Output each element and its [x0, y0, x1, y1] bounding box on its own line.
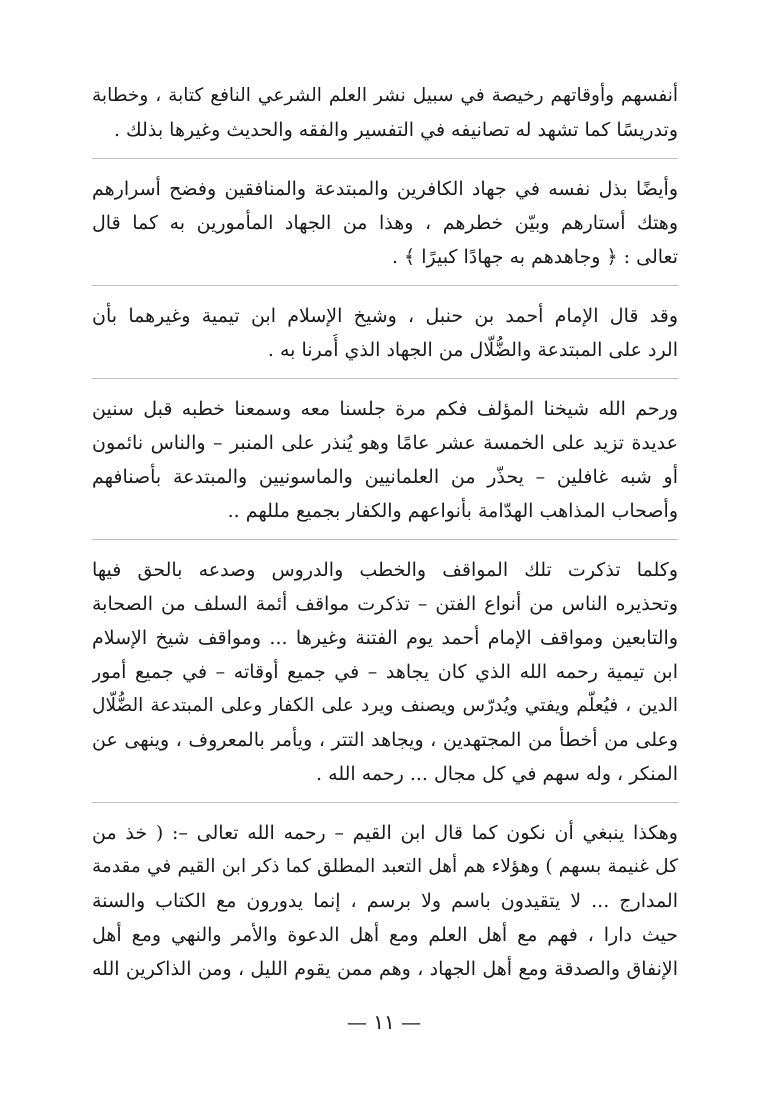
text-line: وهكذا ينبغي أن نكون كما قال ابن القيم – رحمه الله تعالى –: ( خذ من — [92, 822, 678, 844]
text-line: المنكر ، وله سهم في كل مجال ... رحمه الله . — [316, 763, 678, 785]
text-line: وأيضًا بذل نفسه في جهاد الكافرين والمبتدعة والمنافقين وفضح أسرارهم — [92, 178, 678, 200]
paragraph-divider — [92, 158, 678, 159]
paragraph-divider — [92, 378, 678, 379]
text-line: الإنفاق والصدقة ومع أهل الجهاد ، وهم ممن يقوم الليل ، ومن الذاكرين الله — [92, 958, 678, 980]
text-line: وكلما تذكرت تلك المواقف والخطب والدروس وصدعه بالحق فيها — [92, 559, 678, 581]
paragraph-divider — [92, 539, 678, 540]
text-line: عديدة تزيد على الخمسة عشر عامًا وهو يُنذر على المنبر – والناس نائمون — [92, 432, 678, 454]
text-line: وتحذيره الناس من أنواع الفتن – تذكرت مواقف أئمة السلف من الصحابة — [92, 593, 678, 615]
text-line: وتدريسًا كما تشهد له تصانيفه في التفسير والفقه والحديث وغيرها بذلك . — [113, 119, 678, 141]
text-line: الدين ، فيُعلّم ويفتي ويُدرّس ويصنف ويرد على الكفار وعلى المبتدعة الضُّلّال — [92, 695, 678, 716]
page-number: — ١١ — — [346, 1010, 422, 1034]
paragraph-4 — [92, 393, 678, 529]
text-line: تعالى : ﴿ وجاهدهم به جهادًا كبيرًا ﴾ . — [391, 246, 678, 268]
text-line: المدارج ... لا يتقيدون باسم ولا برسم ، إنما يدورون مع الكتاب والسنة — [92, 890, 678, 912]
text-line: وأصحاب المذاهب الهدّامة بأنواعهم والكفار بجميع مللهم .. — [227, 500, 678, 522]
text-line: حيث دارا ، فهم مع أهل العلم ومع أهل الدعوة والأمر والنهي ومع أهل — [92, 924, 678, 946]
paragraph-divider — [92, 285, 678, 286]
paragraph-6 — [92, 817, 678, 987]
text-line: الرد على المبتدعة والضُّلّال من الجهاد الذي أُمرنا به . — [267, 339, 678, 361]
text-line: وقد قال الإمام أحمد بن حنبل ، وشيخ الإسلام ابن تيمية وغيرهما بأن — [92, 305, 678, 327]
text-line: أنفسهم وأوقاتهم رخيصة في سبيل نشر العلم الشرعي النافع كتابة ، وخطابة — [92, 85, 678, 106]
paragraph-3 — [92, 300, 678, 368]
text-line: أو شبه غافلين – يحذّر من العلمانيين والماسونيين والمبتدعة بأصنافهم — [92, 466, 678, 488]
text-line: ورحم الله شيخنا المؤلف فكم مرة جلسنا معه وسمعنا خطبه قبل سنين — [92, 398, 678, 420]
paragraph-2 — [92, 173, 678, 275]
text-line: وهتك أستارهم وبيّن خطرهم ، وهذا من الجهاد المأمورين به كما قال — [92, 212, 678, 234]
text-line: وعلى من أخطأ من المجتهدين ، ويجاهد التتر ، ويأمر بالمعروف ، وينهى عن — [92, 729, 678, 751]
paragraph-1 — [92, 80, 678, 148]
text-line: والتابعين ومواقف الإمام أحمد يوم الفتنة وغيرها ... ومواقف شيخ الإسلام — [92, 627, 678, 649]
paragraph-5 — [92, 554, 678, 792]
paragraph-divider — [92, 802, 678, 803]
text-line: كل غنيمة بسهم ) وهؤلاء هم أهل التعبد المطلق كما ذكر ابن القيم في مقدمة — [92, 856, 678, 877]
page-body — [92, 80, 678, 993]
text-line: ابن تيمية رحمه الله الذي كان يجاهد – في جميع أوقاته – في جميع أمور — [92, 661, 678, 683]
